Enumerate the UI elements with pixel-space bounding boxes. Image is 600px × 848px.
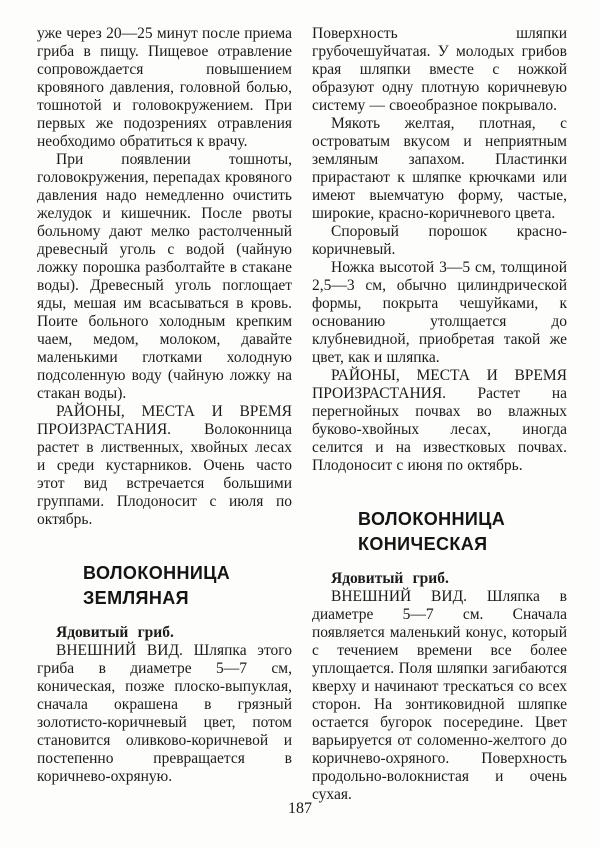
- right-column: [312, 25, 567, 803]
- paragraph-regions-inocybe: РАЙОНЫ, МЕСТА И ВРЕМЯ ПРОИЗРАСТАНИЯ. Волоконница растет в лиственных, хвойных лесах и среди кустарников. Очень часто этот вид встречается большими группами. Плодоносит с июля по октябрь.: [37, 403, 292, 528]
- paragraph-regions-zemlyanaya: РАЙОНЫ, МЕСТА И ВРЕМЯ ПРОИЗРАСТАНИЯ. Растет на перегнойных почвах во влажных буково-хвойных лесах, иногда селится и на известковых почвах. Плодоносит с июня по октябрь.: [312, 367, 567, 474]
- paragraph-appearance-konicheskaya: ВНЕШНИЙ ВИД. Шляпка в диаметре 5—7 см. Сначала появляется маленький конус, который с течением времени все более уплощается. Поля шляпки загибаются кверху и начинают трескаться со всех сторон. На зонтиковидной шляпке остается бугорок посередине. Цвет варьируется от соломенно-желтого до коричнево-охряного. Поверхность продольно-волокнистая и очень сухая.: [312, 588, 567, 803]
- paragraph-first-aid: При появлении тошноты, головокружения, перепадах кровяного давления надо немедленно очистить желудок и кишечник. После рвоты больному дают мелко растолченный древесный уголь с водой (чайную ложку порошка разболтайте в стакане воды). Древесный уголь поглощает яды, мешая им всасываться в кровь. Поите больного холодным крепким чаем, медом, молоком, давайте маленькими глотками холодную подсоленную воду (чайную ложку на стакан воды).: [37, 151, 292, 402]
- paragraph-spore-powder: Споровый порошок красно-коричневый.: [312, 223, 567, 258]
- paragraph-cap-surface: Поверхность шляпки грубочешуйчатая. У молодых грибов края шляпки вместе с ножкой образуют одну плотную коричневую систему — своеобразное покрывало.: [312, 25, 567, 114]
- poisonous-label: Ядовитый гриб.: [331, 570, 449, 587]
- paragraph-appearance-zemlyanaya: ВНЕШНИЙ ВИД. Шляпка этого гриба в диаметре 5—7 см, коническая, позже плоско-выпуклая, сначала окрашена в грязный золотисто-коричневый цвет, потом становится оливково-коричневой и постепенно превращается в коричнево-охряную.: [37, 642, 292, 785]
- left-column: [37, 25, 292, 803]
- species-heading-line2: КОНИЧЕСКАЯ: [358, 534, 488, 554]
- species-heading-volokonnitsa-zemlyanaya: [37, 561, 292, 611]
- species-heading-line1: ВОЛОКОННИЦА: [358, 509, 506, 529]
- species-heading-line2: ЗЕМЛЯНАЯ: [83, 588, 189, 608]
- paragraph-stem: Ножка высотой 3—5 см, толщиной 2,5—3 см, обычно цилиндрической формы, покрыта чешуйками, к основанию утолщается до клубневидной, приобретая такой же цвет, как и шляпка.: [312, 259, 567, 366]
- species-heading-volokonnitsa-konicheskaya: [312, 507, 567, 557]
- poisonous-label: Ядовитый гриб.: [56, 624, 174, 641]
- species-heading-line1: ВОЛОКОННИЦА: [83, 563, 231, 583]
- paragraph-poisoning-intro: уже через 20—25 минут после приема гриба в пищу. Пищевое отравление сопровождается повышением кровяного давления, головной болью, тошнотой и головокружением. При первых же подозрениях отравления необходимо обратиться к врачу.: [37, 25, 292, 150]
- page-number: 187: [288, 800, 312, 817]
- paragraph-flesh: Мякоть желтая, плотная, с островатым вкусом и неприятным земляным запахом. Пластинки прирастают к шляпке крючками или имеют выемчатую форму, частые, широкие, красно-коричневого цвета.: [312, 115, 567, 222]
